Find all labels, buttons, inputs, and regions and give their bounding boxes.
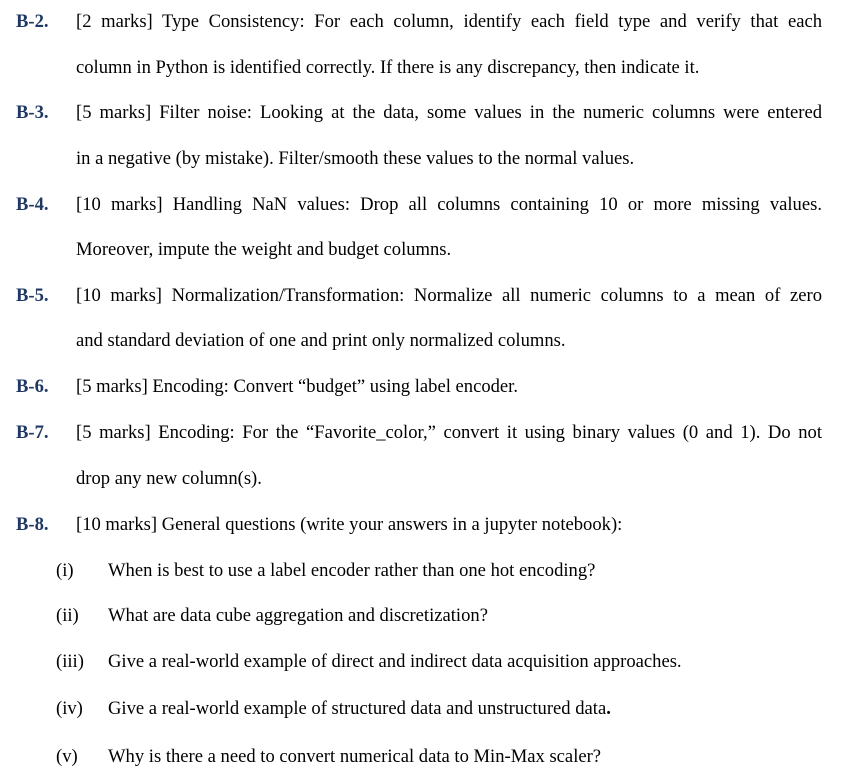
task-number: B-4. <box>16 194 49 215</box>
question-label: (ii) <box>56 605 79 626</box>
question-text: Give a real-world example of direct and indirect data acquisition approaches. <box>108 651 682 672</box>
task-text-line: [5 marks] Encoding: For the “Favorite_color,” convert it using binary values (0 and 1). Do not <box>76 422 822 443</box>
task-text-line: and standard deviation of one and print only normalized columns. <box>76 330 566 351</box>
question-label: (i) <box>56 560 74 581</box>
task-text-line: [10 marks] Handling NaN values: Drop all columns containing 10 or more missing values. <box>76 194 822 215</box>
question-label: (v) <box>56 746 78 767</box>
task-text-line: [10 marks] General questions (write your answers in a jupyter notebook): <box>76 514 623 535</box>
task-text-line: in a negative (by mistake). Filter/smooth these values to the normal values. <box>76 148 635 169</box>
question-label: (iv) <box>56 698 83 719</box>
question-text: Why is there a need to convert numerical data to Min-Max scaler? <box>108 746 602 767</box>
task-number: B-7. <box>16 422 49 443</box>
question-text-wrap <box>108 698 611 720</box>
task-text-line: column in Python is identified correctly. If there is any discrepancy, then indicate it. <box>76 57 700 78</box>
question-text: When is best to use a label encoder rather than one hot encoding? <box>108 560 596 581</box>
task-text-line: Moreover, impute the weight and budget columns. <box>76 239 452 260</box>
task-number: B-5. <box>16 285 49 306</box>
task-number: B-3. <box>16 102 49 123</box>
question-trailing-period: . <box>606 698 611 719</box>
task-text-line: [2 marks] Type Consistency: For each column, identify each field type and verify that each <box>76 11 822 32</box>
task-number: B-2. <box>16 11 49 32</box>
question-label: (iii) <box>56 651 84 672</box>
question-text: Give a real-world example of structured data and unstructured data <box>108 698 607 719</box>
task-text-line: drop any new column(s). <box>76 468 262 489</box>
task-text-line: [5 marks] Filter noise: Looking at the data, some values in the numeric columns were entered <box>76 102 822 123</box>
task-number: B-8. <box>16 514 49 535</box>
task-text-line: [5 marks] Encoding: Convert “budget” using label encoder. <box>76 376 518 397</box>
question-text: What are data cube aggregation and discretization? <box>108 605 488 626</box>
task-number: B-6. <box>16 376 49 397</box>
task-text-line: [10 marks] Normalization/Transformation: Normalize all numeric columns to a mean of zero <box>76 285 822 306</box>
